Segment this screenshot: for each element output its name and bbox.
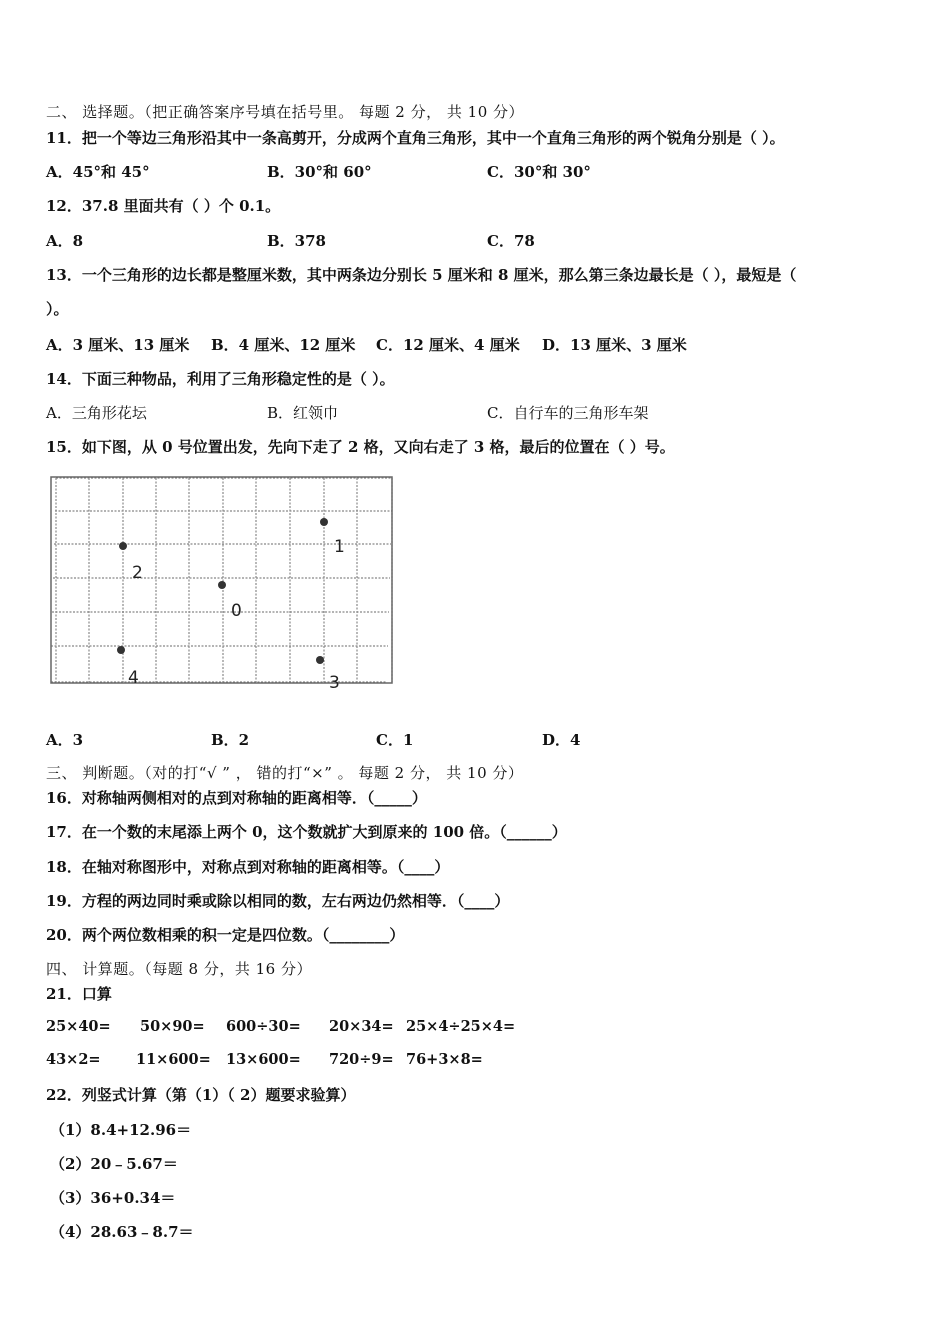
grid-label-2: 2 — [132, 563, 143, 583]
calc-item: 76+3×8= — [406, 1051, 483, 1068]
option-b[interactable]: B．4 厘米、12 厘米 — [211, 336, 356, 354]
calc-item: 25×4÷25×4= — [406, 1018, 516, 1035]
question-21-title: 21．口算 — [46, 985, 112, 1003]
calc-item: 25×40= — [46, 1018, 111, 1035]
option-c[interactable]: C．1 — [376, 731, 414, 749]
question-15: 15．如下图，从 0 号位置出发，先向下走了 2 格，又向右走了 3 格，最后的位置在（ ）号。 — [46, 438, 675, 456]
question-17: 17．在一个数的末尾添上两个 0，这个数就扩大到原来的 100 倍。（______） — [46, 823, 567, 841]
question-22-title: 22．列竖式计算（第（1）（ 2）题要求验算） — [46, 1086, 356, 1104]
question-18: 18．在轴对称图形中，对称点到对称轴的距离相等。（____） — [46, 858, 450, 876]
option-a[interactable]: A．3 — [46, 731, 84, 749]
question-16: 16．对称轴两侧相对的点到对称轴的距离相等．（_____） — [46, 789, 427, 807]
grid-label-3: 3 — [329, 673, 340, 693]
calc-item: 50×90= — [140, 1018, 205, 1035]
calc-item: 20×34= — [329, 1018, 394, 1035]
question-13-continuation: ）。 — [46, 300, 69, 318]
option-a[interactable]: A．三角形花坛 — [46, 404, 147, 422]
point-2 — [119, 542, 127, 550]
point-0 — [218, 581, 226, 589]
grid-label-0: 0 — [231, 601, 242, 621]
grid-label-1: 1 — [334, 537, 345, 557]
vertical-calc-4: （4）28.63﹣8.7＝ — [50, 1223, 194, 1241]
question-20: 20．两个两位数相乘的积一定是四位数。（________） — [46, 926, 405, 944]
question-11: 11．把一个等边三角形沿其中一条高剪开，分成两个直角三角形，其中一个直角三角形的两个锐角分别是（ ）。 — [46, 129, 785, 147]
question-12: 12．37.8 里面共有（ ）个 0.1。 — [46, 197, 281, 215]
grid-label-4: 4 — [128, 668, 139, 688]
section-4-header: 四、 计算题。（每题 8 分，共 16 分） — [46, 960, 312, 978]
option-c[interactable]: C．自行车的三角形车架 — [487, 404, 649, 422]
option-a[interactable]: A．45°和 45° — [46, 163, 150, 181]
vertical-calc-1: （1）8.4+12.96＝ — [50, 1121, 192, 1139]
option-b[interactable]: B．红领巾 — [267, 404, 339, 422]
point-4 — [117, 646, 125, 654]
option-b[interactable]: B．378 — [267, 232, 326, 250]
point-1 — [320, 518, 328, 526]
calc-item: 13×600= — [226, 1051, 301, 1068]
question-14: 14．下面三种物品，利用了三角形稳定性的是（ ）。 — [46, 370, 395, 388]
question-19: 19．方程的两边同时乘或除以相同的数，左右两边仍然相等．（____） — [46, 892, 510, 910]
calc-item: 43×2= — [46, 1051, 101, 1068]
vertical-calc-3: （3）36+0.34＝ — [50, 1189, 176, 1207]
point-3 — [316, 656, 324, 664]
section-3-header: 三、 判断题。（对的打“√ ” ， 错的打“×” 。 每题 2 分， 共 10 分） — [46, 764, 524, 782]
option-c[interactable]: C．30°和 30° — [487, 163, 591, 181]
calc-item: 720÷9= — [329, 1051, 394, 1068]
vertical-calc-2: （2）20﹣5.67＝ — [50, 1155, 178, 1173]
calc-item: 11×600= — [136, 1051, 211, 1068]
position-grid-figure — [48, 472, 398, 697]
option-d[interactable]: D．4 — [542, 731, 581, 749]
option-b[interactable]: B．2 — [211, 731, 250, 749]
option-c[interactable]: C．78 — [487, 232, 535, 250]
question-13: 13．一个三角形的边长都是整厘米数，其中两条边分别长 5 厘米和 8 厘米，那么第三条边最长是（ ），最短是（ — [46, 266, 797, 284]
option-b[interactable]: B．30°和 60° — [267, 163, 372, 181]
option-d[interactable]: D．13 厘米、3 厘米 — [542, 336, 687, 354]
option-a[interactable]: A．8 — [46, 232, 84, 250]
option-a[interactable]: A．3 厘米、13 厘米 — [46, 336, 190, 354]
section-2-header: 二、 选择题。（把正确答案序号填在括号里。 每题 2 分， 共 10 分） — [46, 103, 525, 121]
option-c[interactable]: C．12 厘米、4 厘米 — [376, 336, 520, 354]
calc-item: 600÷30= — [226, 1018, 301, 1035]
